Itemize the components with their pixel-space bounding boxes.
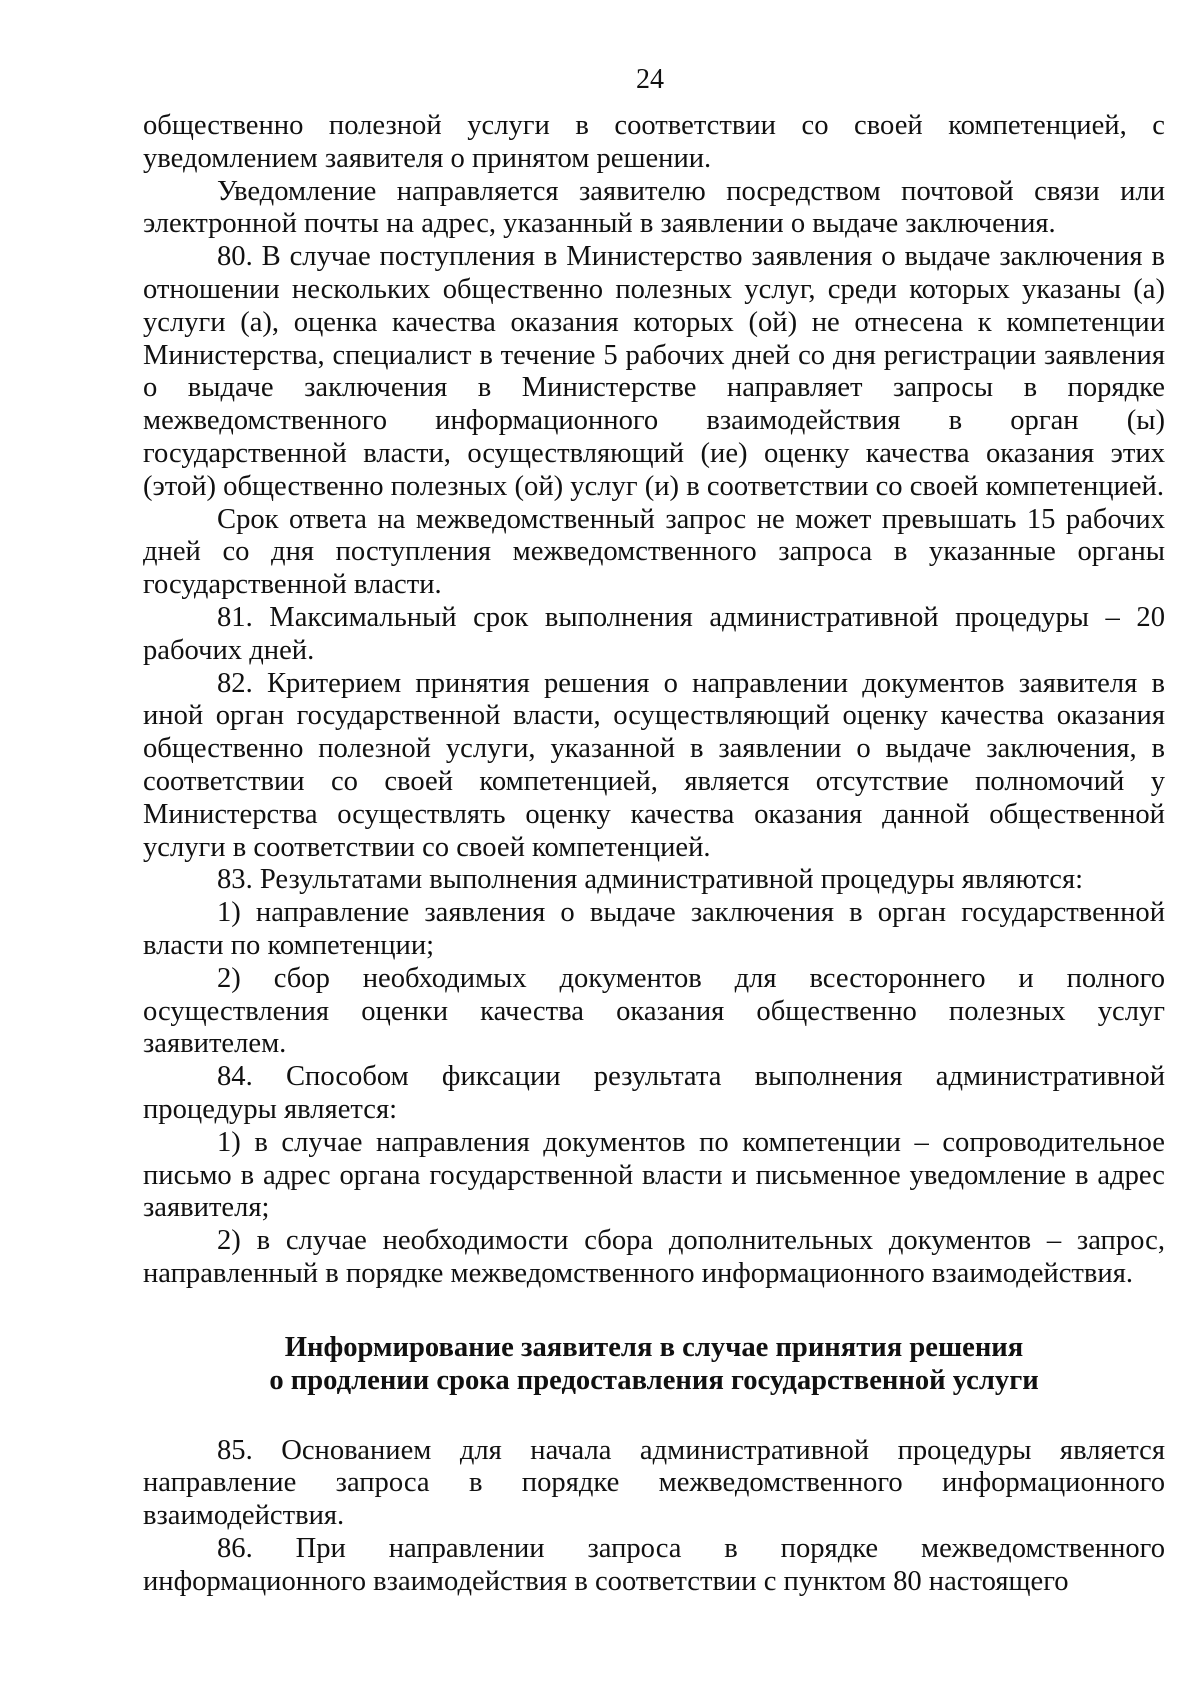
paragraph-83-item-1: 1) направление заявления о выдаче заключения в орган государственной власти по компетенции; — [143, 897, 1165, 961]
paragraph-notification: Уведомление направляется заявителю посредством почтовой связи или электронной почты на адрес, указанный в заявлении о выдаче заключения. — [143, 175, 1165, 240]
paragraph-81: 81. Максимальный срок выполнения административной процедуры – 20 рабочих дней. — [143, 601, 1165, 666]
paragraph-response-term: Срок ответа на межведомственный запрос не может превышать 15 рабочих дней со дня поступления межведомственного запроса в указанные органы государственной власти. — [143, 503, 1165, 601]
paragraph-84-item-1: 1) в случае направления документов по компетенции – сопроводительное письмо в адрес органа государственной власти и письменное уведомление в адрес заявителя; — [143, 1126, 1165, 1224]
paragraph-84: 84. Способом фиксации результата выполнения административной процедуры является: — [143, 1061, 1165, 1125]
section-heading-line-2: о продлении срока предоставления государственной услуги — [269, 1364, 1039, 1396]
paragraph-86: 86. При направлении запроса в порядке межведомственного информационного взаимодействия в соответствии с пунктом 80 настоящего — [143, 1533, 1165, 1597]
page-number: 24 — [636, 64, 664, 95]
paragraph-83-item-2: 2) сбор необходимых документов для всестороннего и полного осуществления оценки качества оказания общественно полезных услуг заявителем. — [143, 962, 1165, 1060]
paragraph-continuation: общественно полезной услуги в соответствии со своей компетенцией, с уведомлением заявителя о принятом решении. — [143, 110, 1165, 174]
section-heading — [143, 1331, 1165, 1397]
paragraph-85: 85. Основанием для начала административной процедуры является направление запроса в порядке межведомственного информационного взаимодействия. — [143, 1434, 1165, 1532]
document-body — [143, 110, 1165, 1599]
paragraph-82: 82. Критерием принятия решения о направлении документов заявителя в иной орган государственной власти, осуществляющий оценку качества оказания общественно полезной услуги, указанной в заявлении о выдаче заключения, в соответствии со своей компетенцией, является отсутствие полномочий у Министерства осуществлять оценку качества оказания данной общественной услуги в соответствии со своей компетенцией. — [143, 667, 1165, 863]
section-heading-line-1: Информирование заявителя в случае принятия решения — [284, 1331, 1024, 1363]
paragraph-83: 83. Результатами выполнения административной процедуры являются: — [217, 864, 1084, 896]
paragraph-84-item-2: 2) в случае необходимости сбора дополнительных документов – запрос, направленный в порядке межведомственного информационного взаимодействия. — [143, 1225, 1165, 1289]
paragraph-80: 80. В случае поступления в Министерство заявления о выдаче заключения в отношении нескольких общественно полезных услуг, среди которых указаны (а) услуги (а), оценка качества оказания которых (ой) не отнесена к компетенции Министерства, специалист в течение 5 рабочих дней со дня регистрации заявления о выдаче заключения в Министерстве направляет запросы в порядке межведомственного информационного взаимодействия в орган (ы) государственной власти, осуществляющий (ие) оценку качества оказания этих (этой) общественно полезных (ой) услуг (и) в соответствии со своей компетенцией. — [143, 241, 1165, 502]
